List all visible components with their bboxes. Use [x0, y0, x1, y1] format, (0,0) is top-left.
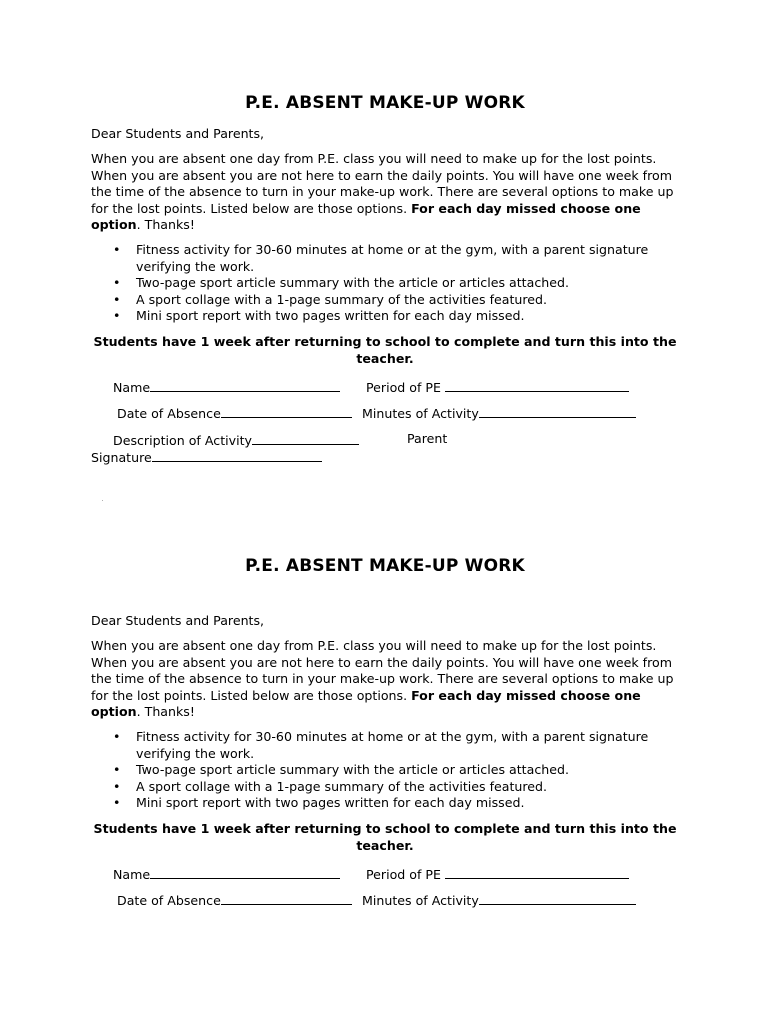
list-item-text: Two-page sport article summary with the article or articles attached.	[136, 275, 569, 291]
bullet-icon: •	[113, 291, 121, 307]
list-item	[91, 762, 679, 778]
intro-line	[91, 217, 679, 233]
minutes-line[interactable]	[479, 891, 636, 905]
list-item-text: A sport collage with a 1-page summary of the activities featured.	[136, 291, 548, 307]
description-field[interactable]	[113, 431, 359, 449]
period-field[interactable]	[366, 378, 629, 396]
period-line[interactable]	[445, 378, 629, 392]
minutes-label: Minutes of Activity	[362, 893, 479, 909]
intro-emphasis: option	[91, 217, 137, 233]
list-item	[91, 795, 679, 811]
field-row	[91, 378, 679, 394]
notice-line: Students have 1 week after returning to school to complete and turn this into the	[93, 821, 677, 837]
list-item-text: Fitness activity for 30-60 minutes at home or at the gym, with a parent signature verifying the work.	[136, 242, 649, 274]
field-row	[91, 431, 679, 447]
signature-field[interactable]	[91, 448, 322, 466]
intro-text: . Thanks!	[136, 704, 195, 720]
form-title: P.E. ABSENT MAKE-UP WORK	[245, 556, 525, 576]
bullet-icon: •	[113, 308, 121, 324]
intro-line: When you are absent one day from P.E. class you will need to make up for the lost points.	[91, 151, 657, 167]
form-title: P.E. ABSENT MAKE-UP WORK	[245, 93, 525, 113]
deadline-notice	[91, 821, 679, 854]
intro-text: . Thanks!	[136, 217, 195, 233]
intro-emphasis: For each day missed choose one	[411, 200, 641, 216]
list-item	[91, 308, 679, 324]
field-row	[91, 891, 679, 907]
parent-label: Parent	[407, 431, 448, 447]
signature-label: Signature	[91, 450, 152, 466]
bullet-icon: •	[113, 762, 121, 778]
list-item	[91, 242, 679, 275]
name-line[interactable]	[150, 865, 340, 879]
scan-speck	[102, 500, 103, 501]
date-label: Date of Absence	[117, 406, 221, 422]
list-item-text: Mini sport report with two pages written for each day missed.	[136, 795, 525, 811]
period-label: Period of PE	[366, 380, 441, 396]
bullet-icon: •	[113, 242, 121, 258]
list-item-text: Mini sport report with two pages written for each day missed.	[136, 308, 525, 324]
notice-line: Students have 1 week after returning to school to complete and turn this into the	[93, 334, 677, 350]
greeting: Dear Students and Parents,	[91, 126, 265, 141]
list-item-text: Two-page sport article summary with the article or articles attached.	[136, 762, 569, 778]
intro-emphasis: option	[91, 704, 137, 720]
greeting: Dear Students and Parents,	[91, 613, 265, 628]
intro-paragraph	[91, 151, 679, 233]
deadline-notice	[91, 334, 679, 367]
period-field[interactable]	[366, 865, 629, 883]
date-field[interactable]	[117, 891, 352, 909]
date-label: Date of Absence	[117, 893, 221, 909]
notice-line: teacher.	[356, 837, 414, 853]
intro-text: for the lost points. Listed below are those options.	[91, 687, 412, 703]
options-list	[91, 242, 679, 324]
list-item-text: A sport collage with a 1-page summary of the activities featured.	[136, 778, 548, 794]
name-field[interactable]	[113, 865, 340, 883]
field-row	[91, 448, 679, 464]
field-row	[91, 404, 679, 420]
list-item	[91, 779, 679, 795]
name-line[interactable]	[150, 378, 340, 392]
bullet-icon: •	[113, 795, 121, 811]
date-line[interactable]	[221, 404, 352, 418]
name-label: Name	[113, 380, 151, 396]
absent-form-1	[91, 92, 679, 464]
minutes-field[interactable]	[362, 404, 636, 422]
description-line[interactable]	[252, 431, 359, 445]
description-label: Description of Activity	[113, 433, 252, 449]
intro-line: the time of the absence to turn in your make-up work. There are several options to make up	[91, 184, 674, 200]
intro-line: When you are absent one day from P.E. class you will need to make up for the lost points.	[91, 638, 657, 654]
intro-line: When you are absent you are not here to earn the daily points. You will have one week from	[91, 167, 672, 183]
intro-line	[91, 688, 679, 704]
name-label: Name	[113, 867, 151, 883]
bullet-icon: •	[113, 778, 121, 794]
date-field[interactable]	[117, 404, 352, 422]
field-row	[91, 865, 679, 881]
absent-form-2	[91, 555, 679, 907]
notice-line: teacher.	[356, 350, 414, 366]
date-line[interactable]	[221, 891, 352, 905]
list-item-text: Fitness activity for 30-60 minutes at home or at the gym, with a parent signature verifying the work.	[136, 729, 649, 761]
intro-text: for the lost points. Listed below are those options.	[91, 200, 412, 216]
minutes-label: Minutes of Activity	[362, 406, 479, 422]
list-item	[91, 729, 679, 762]
intro-line: When you are absent you are not here to earn the daily points. You will have one week from	[91, 654, 672, 670]
bullet-icon: •	[113, 729, 121, 745]
period-line[interactable]	[445, 865, 629, 879]
period-label: Period of PE	[366, 867, 441, 883]
list-item	[91, 275, 679, 291]
intro-paragraph	[91, 638, 679, 720]
signature-line[interactable]	[152, 448, 322, 462]
intro-emphasis: For each day missed choose one	[411, 687, 641, 703]
minutes-field[interactable]	[362, 891, 636, 909]
intro-line	[91, 201, 679, 217]
options-list	[91, 729, 679, 811]
name-field[interactable]	[113, 378, 340, 396]
intro-line: the time of the absence to turn in your make-up work. There are several options to make up	[91, 671, 674, 687]
minutes-line[interactable]	[479, 404, 636, 418]
intro-line	[91, 704, 679, 720]
list-item	[91, 292, 679, 308]
bullet-icon: •	[113, 275, 121, 291]
